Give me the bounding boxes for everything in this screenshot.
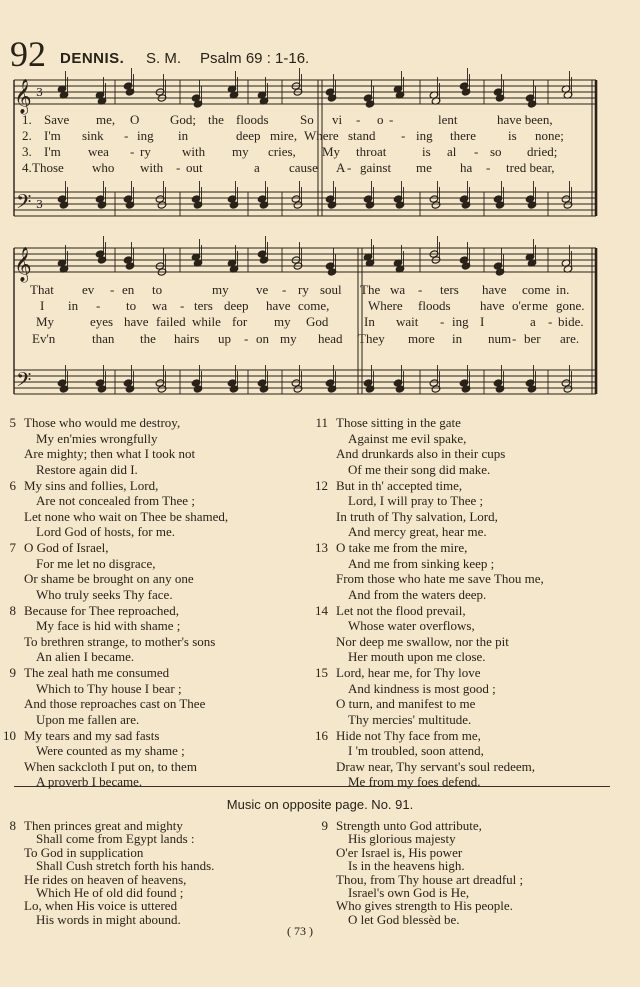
verse-line: O take me from the mire, [336, 540, 468, 555]
verse-line: Lord, hear me, for Thy love [336, 665, 481, 680]
lyric-syllable: Where [304, 128, 339, 143]
divider-rule [14, 786, 610, 787]
verse-line: And those reproaches cast on Thee [24, 696, 206, 711]
treble-clef-icon: 𝄞 [14, 247, 32, 282]
lyric-syllable: my [212, 282, 229, 297]
verse-line: My sins and follies, Lord, [24, 477, 159, 493]
verse-line: Is in the heavens high. [348, 858, 465, 874]
lyric-syllable: in. [556, 282, 570, 297]
verse-line: Which to Thy house I bear ; [36, 680, 182, 696]
verse-line: Restore again did I. [36, 461, 138, 477]
lyric-syllable: ing [416, 128, 433, 143]
verse-line: To brethren strange, to mother's sons [24, 633, 216, 649]
verse-line: His words in might abound. [36, 911, 181, 927]
verse-line: Are not concealed from Thee ; [36, 493, 195, 508]
lyric-syllable: - [440, 314, 445, 329]
lyric-syllable: - [110, 282, 115, 297]
lyric-syllable: sink [82, 128, 104, 143]
lyric-syllable: - [282, 282, 287, 297]
verse-line: To God in supplication [24, 844, 144, 860]
verse-line: Because for Thee reproached, [24, 602, 179, 618]
verse-number: 5 [9, 415, 16, 430]
lyric-syllable: - [548, 314, 553, 329]
lyric-syllable: have [480, 298, 505, 313]
verse-line: Upon me fallen are. [36, 711, 140, 727]
lyric-syllable: - [96, 298, 101, 313]
lyric-syllable: have [482, 282, 507, 297]
lyric-syllable: My [36, 314, 55, 329]
verse-line: My tears and my sad fasts [24, 727, 160, 743]
verse-line: And kindness is most good ; [348, 680, 496, 696]
page-number: ( 73 ) [287, 924, 313, 938]
lyric-syllable: me, [96, 112, 116, 127]
verse-line: But in th' accepted time, [336, 477, 463, 493]
lyric-syllable: for [232, 314, 248, 329]
lyric-syllable: have [266, 298, 291, 313]
lyric-syllable: They [358, 331, 385, 346]
verse-line: I 'm troubled, soon attend, [348, 743, 484, 758]
lyric-syllable: lent [438, 112, 458, 127]
lyric-syllable: floods [418, 298, 451, 313]
bass-clef-icon: 𝄢 [16, 368, 32, 396]
lyric-syllable: up [218, 331, 231, 346]
lyric-syllable: ters [194, 298, 213, 313]
lyric-syllable: ve [256, 282, 269, 297]
lyric-syllable: - [124, 128, 129, 143]
stanza-number: 4. [22, 160, 32, 175]
verse-number: 10 [3, 727, 16, 743]
lyric-syllable: wea [88, 144, 109, 159]
lyric-syllable: on [256, 331, 269, 346]
lyric-syllable: in [178, 128, 189, 143]
hymn-number: 92 [10, 34, 46, 74]
verse-line: O let God blessèd be. [348, 911, 460, 927]
lyric-syllable: soul [320, 282, 342, 297]
lyric-syllable: al [447, 144, 457, 159]
lyric-syllable: vi [332, 112, 343, 127]
lyric-syllable: ing [452, 314, 469, 329]
verse-line: O God of Israel, [24, 540, 109, 555]
lyric-syllable: wait [396, 314, 419, 329]
lyric-syllable: ber [524, 331, 541, 346]
verse-line: Those who would me destroy, [24, 415, 181, 430]
lyric-syllable: is [422, 144, 431, 159]
stanza-number: 3. [22, 144, 32, 159]
lyric-syllable: there [450, 128, 476, 143]
lyric-syllable: I [40, 298, 45, 313]
lyric-syllable: while [192, 314, 221, 329]
verse-line: Lo, when His voice is uttered [24, 898, 178, 914]
lyric-syllable: - [512, 331, 517, 346]
lyric-syllable: stand [348, 128, 376, 143]
lyric-syllable: have been, [497, 112, 553, 127]
lyric-syllable: My [322, 144, 341, 159]
verse-number: 9 [321, 818, 328, 833]
meter: S. M. [146, 50, 182, 67]
lyric-syllable: So [300, 112, 314, 127]
lyric-syllable: cries, [268, 144, 296, 159]
lyric-syllable: Where [368, 298, 403, 313]
lyric-syllable: to [126, 298, 137, 313]
lyric-syllable: - [474, 144, 479, 159]
lyric-syllable: - [130, 144, 135, 159]
verse-line: Nor deep me swallow, nor the pit [336, 633, 509, 649]
verse-line: Of me their song did make. [348, 461, 491, 477]
verse-line: Against me evil spake, [348, 430, 467, 446]
lyric-syllable: none; [535, 128, 564, 143]
verse-line: Lord, I will pray to Thee ; [348, 493, 484, 508]
lyric-syllable: o [377, 112, 384, 127]
verse-line: For me let no disgrace, [36, 555, 156, 571]
lyric-syllable: ing [137, 128, 154, 143]
verse-line: His glorious majesty [348, 831, 456, 847]
lyric-syllable: me [416, 160, 432, 175]
verse-number: 12 [315, 477, 328, 493]
verse-line: Are mighty; then what I took not [24, 446, 196, 461]
verse-line: Shall come from Egypt lands : [36, 831, 195, 847]
time-signature: 3 [36, 86, 43, 99]
verse-line: Whose water overflows, [348, 618, 475, 633]
lyric-syllable: wa [390, 282, 406, 297]
verse-line: Her mouth upon me close. [348, 649, 486, 664]
verse-line: The zeal hath me consumed [24, 665, 170, 680]
verse-number: 8 [9, 602, 16, 618]
lyric-syllable: with [140, 160, 164, 175]
lyric-syllable: failed [156, 314, 186, 329]
lyric-syllable: - [486, 160, 491, 175]
psalm-reference: Psalm 69 : 1-16. [200, 50, 310, 67]
lyric-syllable: dried; [527, 144, 558, 159]
lyric-syllable: in [452, 331, 463, 346]
lyric-syllable: That [30, 282, 54, 297]
lyric-syllable: - [180, 298, 185, 313]
treble-clef-icon: 𝄞 [14, 79, 32, 114]
lyric-syllable: ha [460, 160, 473, 175]
verse-number: 15 [315, 665, 328, 680]
verse-line: Hide not Thy face from me, [336, 727, 481, 743]
verse-line: And me from sinking keep ; [348, 555, 495, 571]
lyric-syllable: the [208, 112, 224, 127]
lyric-syllable: bide. [558, 314, 584, 329]
verse-line: Thy mercies' multitude. [348, 711, 472, 727]
lyric-syllable: Ev'n [32, 331, 56, 346]
verse-number: 14 [315, 602, 328, 618]
lyric-syllable: deep [236, 128, 261, 143]
lyric-syllable: my [232, 144, 249, 159]
lyric-syllable: Those [32, 160, 64, 175]
lyric-syllable: gainst [360, 160, 392, 175]
lyric-syllable: - [418, 282, 423, 297]
stanza-number: 1. [22, 112, 32, 127]
verse-line: He rides on heaven of heavens, [24, 871, 187, 887]
lyric-syllable: the [140, 331, 156, 346]
lyric-syllable: come, [298, 298, 330, 313]
verse-line: A proverb I became. [36, 774, 143, 789]
lyric-syllable: out [186, 160, 203, 175]
lyric-syllable: ry [298, 282, 309, 297]
lyric-syllable: so [490, 144, 502, 159]
opposite-page-note: Music on opposite page. No. 91. [226, 797, 414, 812]
lyric-syllable: I'm [44, 128, 61, 143]
lyric-syllable: a [254, 160, 260, 175]
lyric-syllable: my [274, 314, 291, 329]
verse-line: From those who hate me save Thou me, [336, 571, 544, 586]
lyric-syllable: with [182, 144, 206, 159]
verse-line: Or shame be brought on any one [24, 571, 194, 586]
verse-line: Were counted as my shame ; [36, 743, 185, 758]
tune-name: DENNIS. [60, 50, 125, 67]
verse-line: Shall Cush stretch forth his hands. [36, 858, 215, 874]
lyric-syllable: ry [140, 144, 151, 159]
time-signature: 3 [36, 198, 43, 211]
lyric-syllable: more [408, 331, 435, 346]
verse-line: Draw near, Thy servant's soul redeem, [336, 758, 536, 774]
verse-number: 16 [315, 727, 328, 743]
lyric-syllable: - [389, 112, 394, 127]
lyric-syllable: a [530, 314, 536, 329]
lyric-syllable: floods [236, 112, 269, 127]
verse-number: 6 [9, 477, 16, 493]
lyric-syllable: have [124, 314, 149, 329]
lyric-syllable: come [522, 282, 551, 297]
verse-line: Strength unto God attribute, [336, 818, 482, 833]
lyric-syllable: God; [170, 112, 196, 127]
lyric-syllable: eyes [90, 314, 114, 329]
lyric-syllable: wa [152, 298, 168, 313]
lyric-syllable: - [347, 160, 352, 175]
lyric-syllable: than [92, 331, 115, 346]
lyric-syllable: Save [44, 112, 70, 127]
verse-line: Those sitting in the gate [336, 415, 461, 430]
stanza-number: 2. [22, 128, 32, 143]
lyric-syllable: in [68, 298, 79, 313]
lyric-syllable: ters [440, 282, 459, 297]
lyric-syllable: en [122, 282, 135, 297]
lyric-syllable: deep [224, 298, 249, 313]
verse-line: Let not the flood prevail, [336, 602, 466, 618]
verse-line: And mercy great, hear me. [348, 524, 487, 539]
lyric-syllable: The [360, 282, 381, 297]
lyric-syllable: my [280, 331, 297, 346]
lyric-syllable: is [508, 128, 517, 143]
lyric-syllable: O [130, 112, 140, 127]
verse-line: Who truly seeks Thy face. [36, 586, 173, 602]
lyric-syllable: throat [356, 144, 387, 159]
verse-number: 13 [315, 540, 328, 555]
lyric-syllable: I'm [44, 144, 61, 159]
verse-line: O turn, and manifest to me [336, 696, 476, 711]
verse-number: 9 [9, 665, 16, 680]
lyric-syllable: God [306, 314, 329, 329]
verse-line: My face is hid with shame ; [36, 618, 181, 633]
verse-number: 8 [9, 818, 16, 833]
lyric-syllable: num [488, 331, 512, 346]
verse-line: And drunkards also in their cups [336, 446, 506, 461]
lyric-syllable: head [318, 331, 343, 346]
lyric-syllable: are. [560, 331, 580, 346]
verse-line: And from the waters deep. [348, 586, 487, 602]
lyric-syllable: hairs [174, 331, 200, 346]
lyric-syllable: gone. [556, 298, 585, 313]
verse-line: Which He of old did found ; [36, 885, 184, 900]
verse-line: Me from my foes defend. [348, 774, 481, 789]
verse-line: Lord God of hosts, for me. [36, 524, 176, 539]
lyric-syllable: who [92, 160, 115, 175]
lyric-syllable: me [532, 298, 548, 313]
lyric-syllable: to [152, 282, 163, 297]
bass-clef-icon: 𝄢 [16, 190, 32, 218]
lyric-syllable: cause [289, 160, 318, 175]
lyric-syllable: tred bear, [506, 160, 555, 175]
lyric-syllable: - [356, 112, 361, 127]
verse-line: O'er Israel is, His power [336, 844, 463, 860]
lyric-syllable: I [480, 314, 485, 329]
verse-line: Thou, from Thy house art dreadful ; [336, 871, 524, 887]
verse-line: Then princes great and mighty [24, 818, 183, 833]
verse-line: Israel's own God is He, [348, 885, 470, 900]
lyric-syllable: - [401, 128, 406, 143]
verse-line: My en'mies wrongfully [36, 430, 158, 446]
lyric-syllable: In [364, 314, 375, 329]
verse-line: When sackcloth I put on, to them [24, 758, 197, 774]
verse-line: Let none who wait on Thee be shamed, [24, 508, 229, 524]
lyric-syllable: o'er [512, 298, 531, 313]
verse-number: 7 [9, 540, 16, 555]
verse-line: An alien I became. [36, 649, 135, 664]
lyric-syllable: - [176, 160, 181, 175]
lyric-syllable: ev [82, 282, 95, 297]
verse-line: In truth of Thy salvation, Lord, [336, 508, 498, 524]
verse-number: 11 [315, 415, 328, 430]
verse-line: Who gives strength to His people. [336, 898, 513, 914]
lyric-syllable: mire, [270, 128, 298, 143]
lyric-syllable: - [244, 331, 249, 346]
lyric-syllable: A [336, 160, 346, 175]
